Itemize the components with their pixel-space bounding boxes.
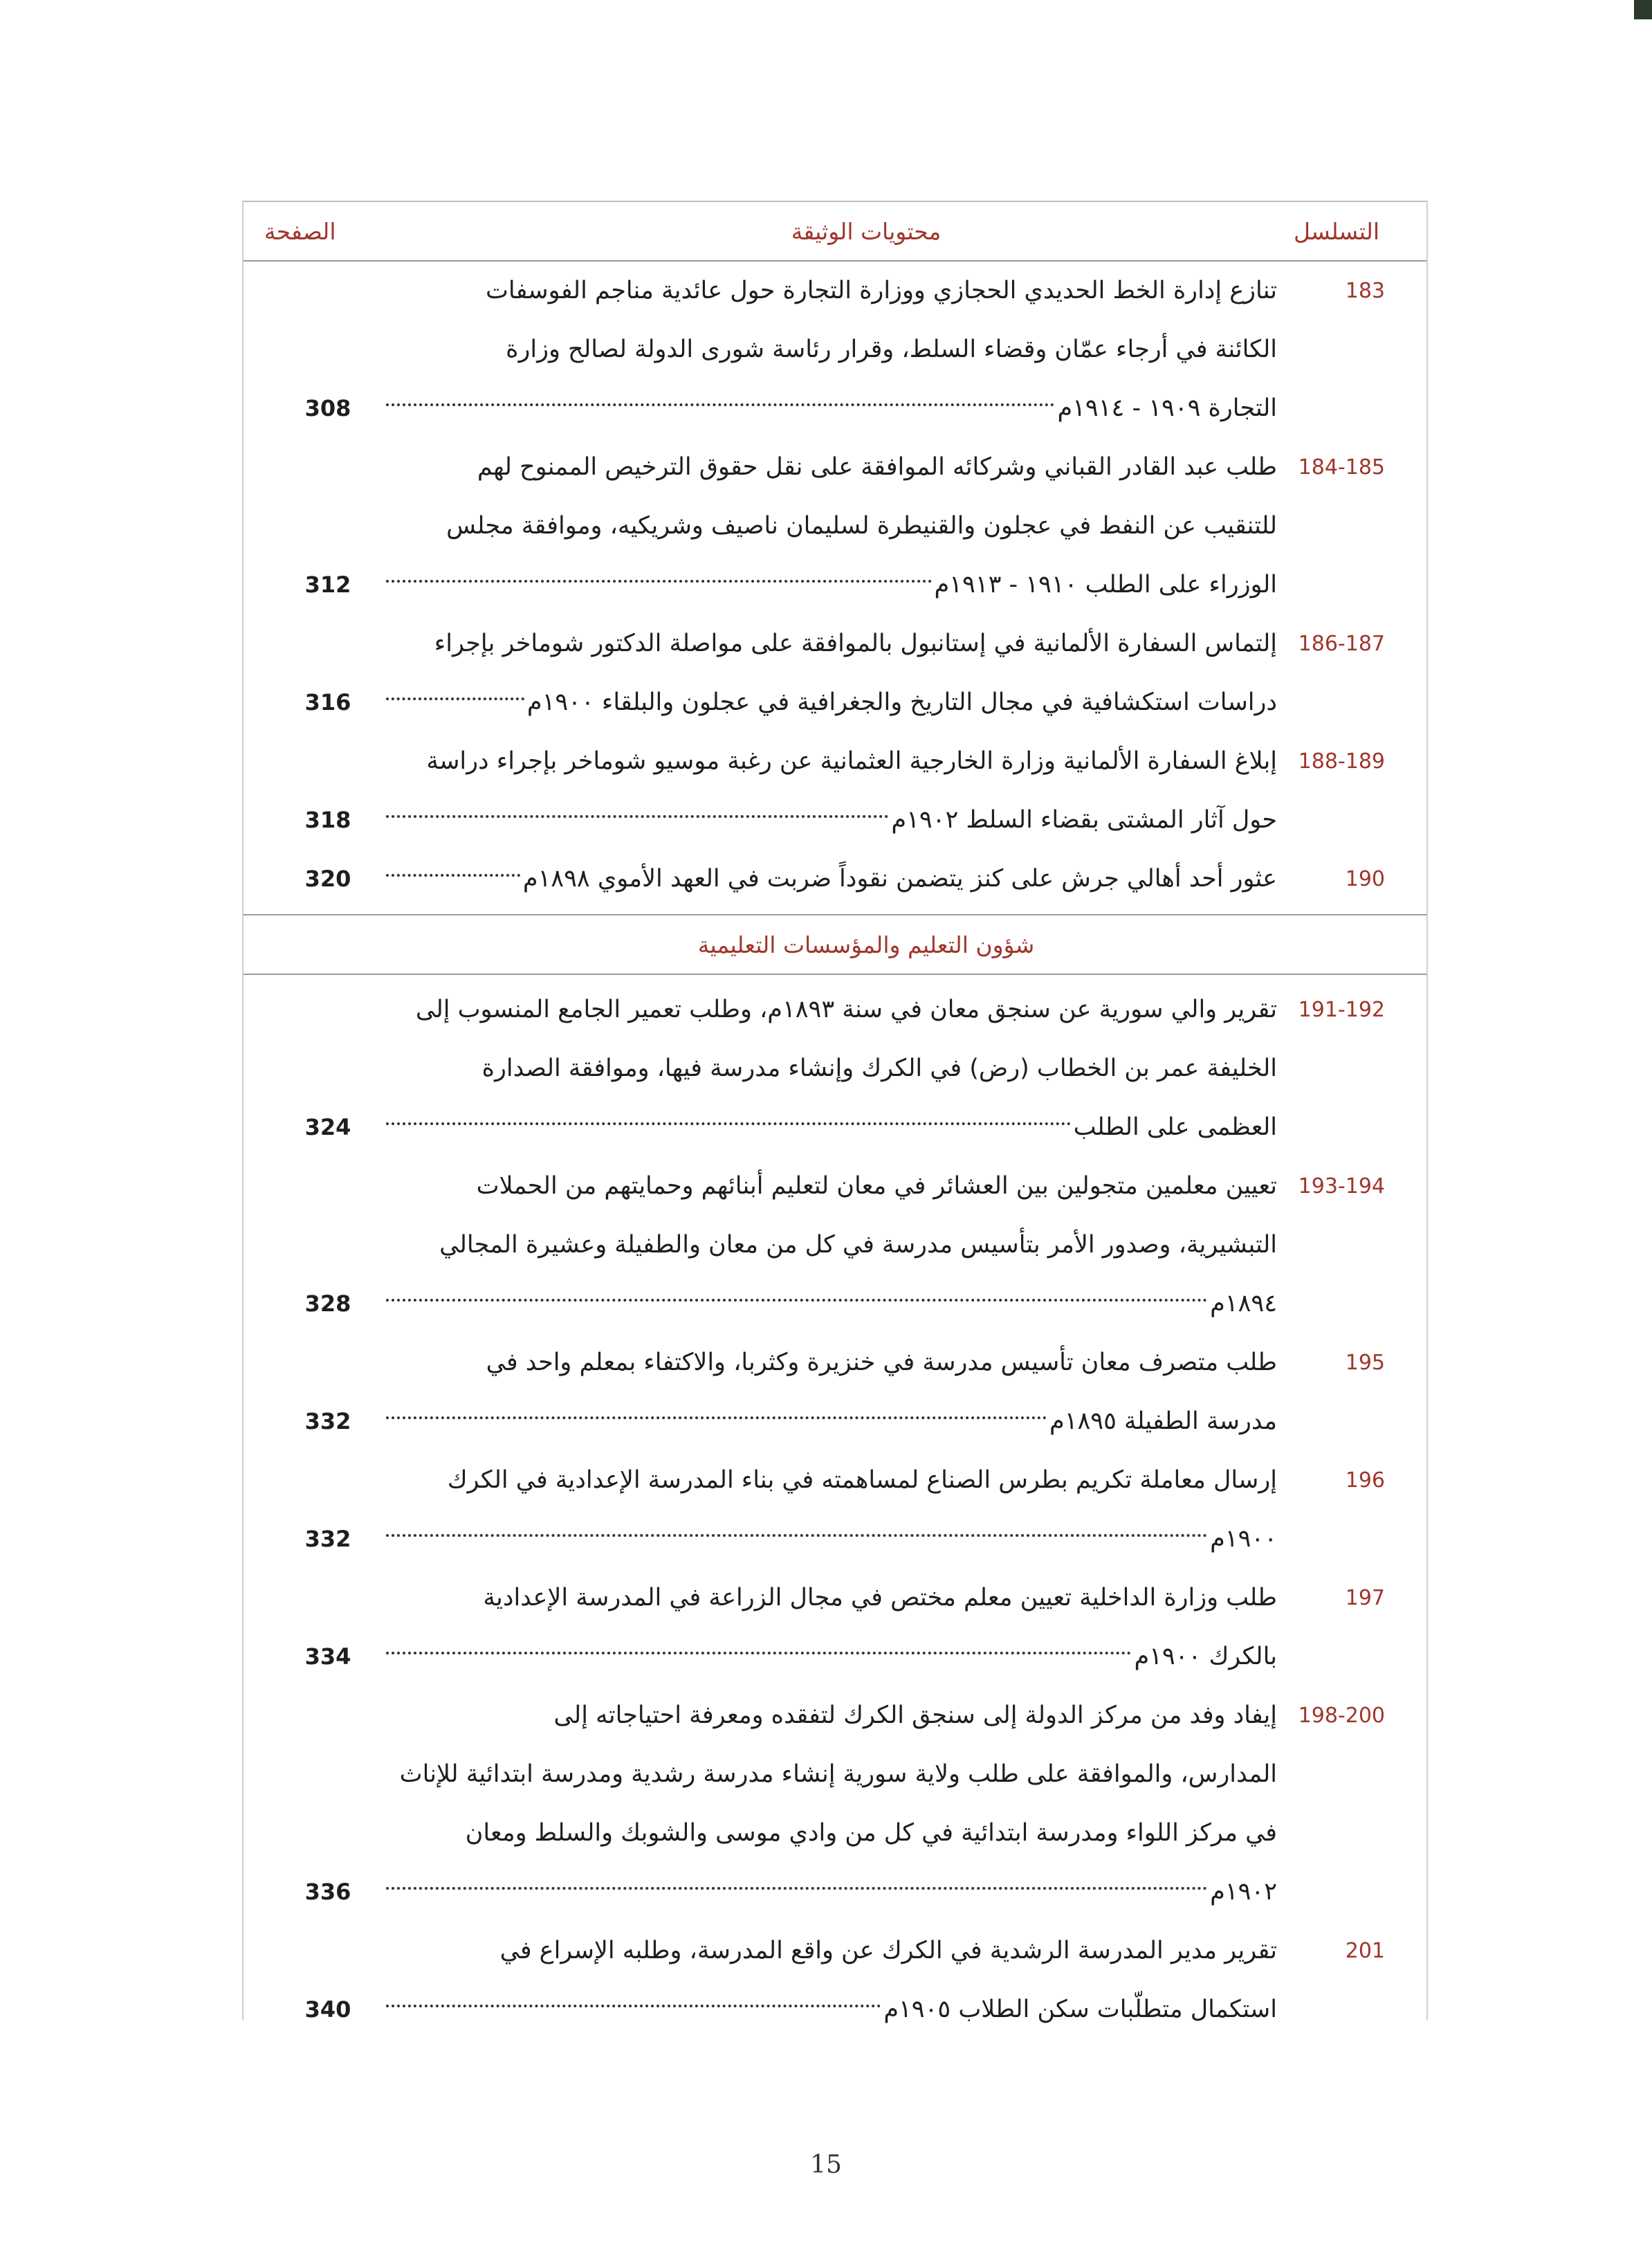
- dot-leader: [386, 814, 888, 818]
- entry-line: تقرير مدير المدرسة الرشدية في الكرك عن واقع المدرسة، وطلبه الإسراع في: [499, 1937, 1277, 1964]
- entry-description: [386, 262, 1288, 438]
- dot-leader: [386, 579, 932, 583]
- entry-page-number: 308: [304, 395, 351, 421]
- entry-description: [386, 1569, 1288, 1686]
- toc-entry: [244, 438, 1426, 614]
- dot-leader: [386, 1533, 1207, 1537]
- entry-description: [386, 1157, 1288, 1333]
- entry-last-text: دراسات استكشافية في مجال التاريخ والجغرافية في عجلون والبلقاء ١٩٠٠م: [526, 688, 1277, 716]
- entry-last-line: [386, 850, 1277, 909]
- toc-entry: [244, 1157, 1426, 1333]
- entry-line: إلتماس السفارة الألمانية في إستانبول بالموافقة على مواصلة الدكتور شوماخر بإجراء: [434, 630, 1277, 657]
- entry-page-number: 336: [304, 1879, 351, 1905]
- entry-sequence: 201: [1345, 1939, 1385, 1963]
- header-seq-label: التسلسل: [1294, 217, 1379, 245]
- toc-entry: [244, 1922, 1426, 2039]
- table-of-contents: [242, 201, 1428, 2021]
- entry-line: إرسال معاملة تكريم بطرس الصناع لمساهمته في بناء المدرسة الإعدادية في الكرك: [447, 1466, 1277, 1494]
- header-page-label: الصفحة: [264, 217, 336, 245]
- entry-last-text: مدرسة الطفيلة ١٨٩٥م: [1049, 1407, 1277, 1435]
- entry-description: [386, 1451, 1288, 1569]
- entry-sequence: 188-189: [1298, 749, 1385, 774]
- toc-entry: [244, 614, 1426, 732]
- entry-last-line: [386, 1392, 1277, 1451]
- entry-last-text: العظمى على الطلب: [1073, 1113, 1277, 1141]
- entry-page-number: 332: [304, 1526, 351, 1552]
- entry-last-text: التجارة ١٩٠٩ - ١٩١٤م: [1057, 394, 1277, 422]
- entry-last-text: عثور أحد أهالي جرش على كنز يتضمن نقوداً ضربت في العهد الأموي ١٨٩٨م: [522, 865, 1277, 893]
- page-number: 15: [810, 2151, 842, 2179]
- entry-description: [386, 1686, 1288, 1922]
- scan-edge-mark: [1634, 0, 1652, 19]
- toc-entry: [244, 1451, 1426, 1569]
- entry-sequence: 184-185: [1298, 455, 1385, 480]
- entry-description: [386, 732, 1288, 850]
- dot-leader: [386, 873, 520, 877]
- toc-entry: [244, 1333, 1426, 1451]
- dot-leader: [386, 1651, 1131, 1654]
- entry-last-line: [386, 556, 1277, 614]
- entry-sequence: 193-194: [1298, 1174, 1385, 1198]
- entry-line: تقرير والي سورية عن سنجق معان في سنة ١٨٩٣م، وطلب تعمير الجامع المنسوب إلى: [415, 996, 1277, 1023]
- entry-page-number: 312: [304, 572, 351, 598]
- entry-description: [386, 980, 1288, 1157]
- entry-page-number: 334: [304, 1643, 351, 1670]
- entry-line: طلب عبد القادر القباني وشركائه الموافقة على نقل حقوق الترخيص الممنوح لهم: [477, 453, 1277, 481]
- entry-page-number: 332: [304, 1408, 351, 1434]
- entry-page-number: 328: [304, 1290, 351, 1317]
- toc-header: [244, 201, 1426, 262]
- entry-last-line: [386, 1863, 1277, 1922]
- entry-line: الخليفة عمر بن الخطاب (رض) في الكرك وإنشاء مدرسة فيها، وموافقة الصدارة: [481, 1055, 1277, 1082]
- header-content-label: محتويات الوثيقة: [791, 217, 942, 245]
- section-title: شؤون التعليم والمؤسسات التعليمية: [244, 914, 1426, 975]
- entry-last-line: [386, 1980, 1277, 2039]
- entry-line: المدارس، والموافقة على طلب ولاية سورية إنشاء مدرسة رشدية ومدرسة ابتدائية للإناث: [399, 1760, 1277, 1788]
- entry-line: إيفاد وفد من مركز الدولة إلى سنجق الكرك لتفقده ومعرفة احتياجاته إلى: [553, 1702, 1277, 1729]
- entry-last-line: [386, 1098, 1277, 1157]
- entry-last-line: [386, 1510, 1277, 1569]
- entry-sequence: 183: [1345, 279, 1385, 303]
- entry-sequence: 190: [1345, 867, 1385, 891]
- dot-leader: [386, 2004, 881, 2007]
- entry-last-text: استكمال متطلّبات سكن الطلاب ١٩٠٥م: [883, 1996, 1277, 2023]
- entries-group-economy: [244, 262, 1426, 909]
- entry-sequence: 198-200: [1298, 1704, 1385, 1728]
- entry-sequence: 195: [1345, 1351, 1385, 1375]
- entry-line: تنازع إدارة الخط الحديدي الحجازي ووزارة التجارة حول عائدية مناجم الفوسفات: [485, 277, 1277, 304]
- entry-sequence: 191-192: [1298, 998, 1385, 1022]
- entry-line: التبشيرية، وصدور الأمر بتأسيس مدرسة في كل من معان والطفيلة وعشيرة المجالي: [439, 1231, 1277, 1259]
- dot-leader: [386, 1122, 1071, 1125]
- dot-leader: [386, 1416, 1047, 1419]
- entry-line: إبلاغ السفارة الألمانية وزارة الخارجية العثمانية عن رغبة موسيو شوماخر بإجراء دراسة: [426, 747, 1277, 775]
- entry-description: [386, 438, 1288, 614]
- entry-last-line: [386, 791, 1277, 850]
- toc-entry: [244, 262, 1426, 438]
- entry-sequence: 196: [1345, 1468, 1385, 1493]
- entry-last-line: [386, 379, 1277, 438]
- entry-last-text: ١٩٠٠م: [1210, 1525, 1277, 1553]
- entry-page-number: 316: [304, 689, 351, 715]
- entry-last-line: [386, 1275, 1277, 1333]
- entry-page-number: 324: [304, 1114, 351, 1140]
- entry-page-number: 340: [304, 1996, 351, 2023]
- entry-sequence: 186-187: [1298, 632, 1385, 656]
- entry-sequence: 197: [1345, 1586, 1385, 1610]
- entry-last-text: حول آثار المشتى بقضاء السلط ١٩٠٢م: [891, 806, 1277, 834]
- toc-entry: [244, 732, 1426, 850]
- dot-leader: [386, 1298, 1207, 1302]
- entries-group-education: [244, 980, 1426, 2039]
- entry-last-text: ١٩٠٢م: [1210, 1878, 1277, 1906]
- entry-line: في مركز اللواء ومدرسة ابتدائية في كل من وادي موسى والشوبك والسلط ومعان: [465, 1819, 1277, 1847]
- entry-line: تعيين معلمين متجولين بين العشائر في معان لتعليم أبنائهم وحمايتهم من الحملات: [476, 1172, 1277, 1200]
- dot-leader: [386, 403, 1054, 406]
- entry-last-text: ١٨٩٤م: [1210, 1290, 1277, 1317]
- entry-last-text: بالكرك ١٩٠٠م: [1134, 1643, 1277, 1670]
- entry-line: طلب متصرف معان تأسيس مدرسة في خنزيرة وكثربا، والاكتفاء بمعلم واحد في: [486, 1349, 1277, 1376]
- entry-page-number: 318: [304, 807, 351, 833]
- toc-entry: [244, 850, 1426, 909]
- dot-leader: [386, 697, 524, 700]
- entry-description: [386, 1333, 1288, 1451]
- entry-description: [386, 1922, 1288, 2039]
- entry-line: طلب وزارة الداخلية تعيين معلم مختص في مجال الزراعة في المدرسة الإعدادية: [483, 1584, 1277, 1612]
- entry-line: الكائنة في أرجاء عمّان وقضاء السلط، وقرار رئاسة شورى الدولة لصالح وزارة: [506, 336, 1277, 363]
- entry-last-line: [386, 1627, 1277, 1686]
- entry-description: [386, 850, 1288, 909]
- toc-entry: [244, 1569, 1426, 1686]
- entry-last-text: الوزراء على الطلب ١٩١٠ - ١٩١٣م: [934, 571, 1277, 599]
- entry-description: [386, 614, 1288, 732]
- toc-entry: [244, 1686, 1426, 1922]
- entry-last-line: [386, 673, 1277, 732]
- dot-leader: [386, 1886, 1207, 1890]
- entry-page-number: 320: [304, 866, 351, 892]
- toc-entry: [244, 980, 1426, 1157]
- entry-line: للتنقيب عن النفط في عجلون والقنيطرة لسليمان ناصيف وشريكيه، وموافقة مجلس: [446, 512, 1277, 540]
